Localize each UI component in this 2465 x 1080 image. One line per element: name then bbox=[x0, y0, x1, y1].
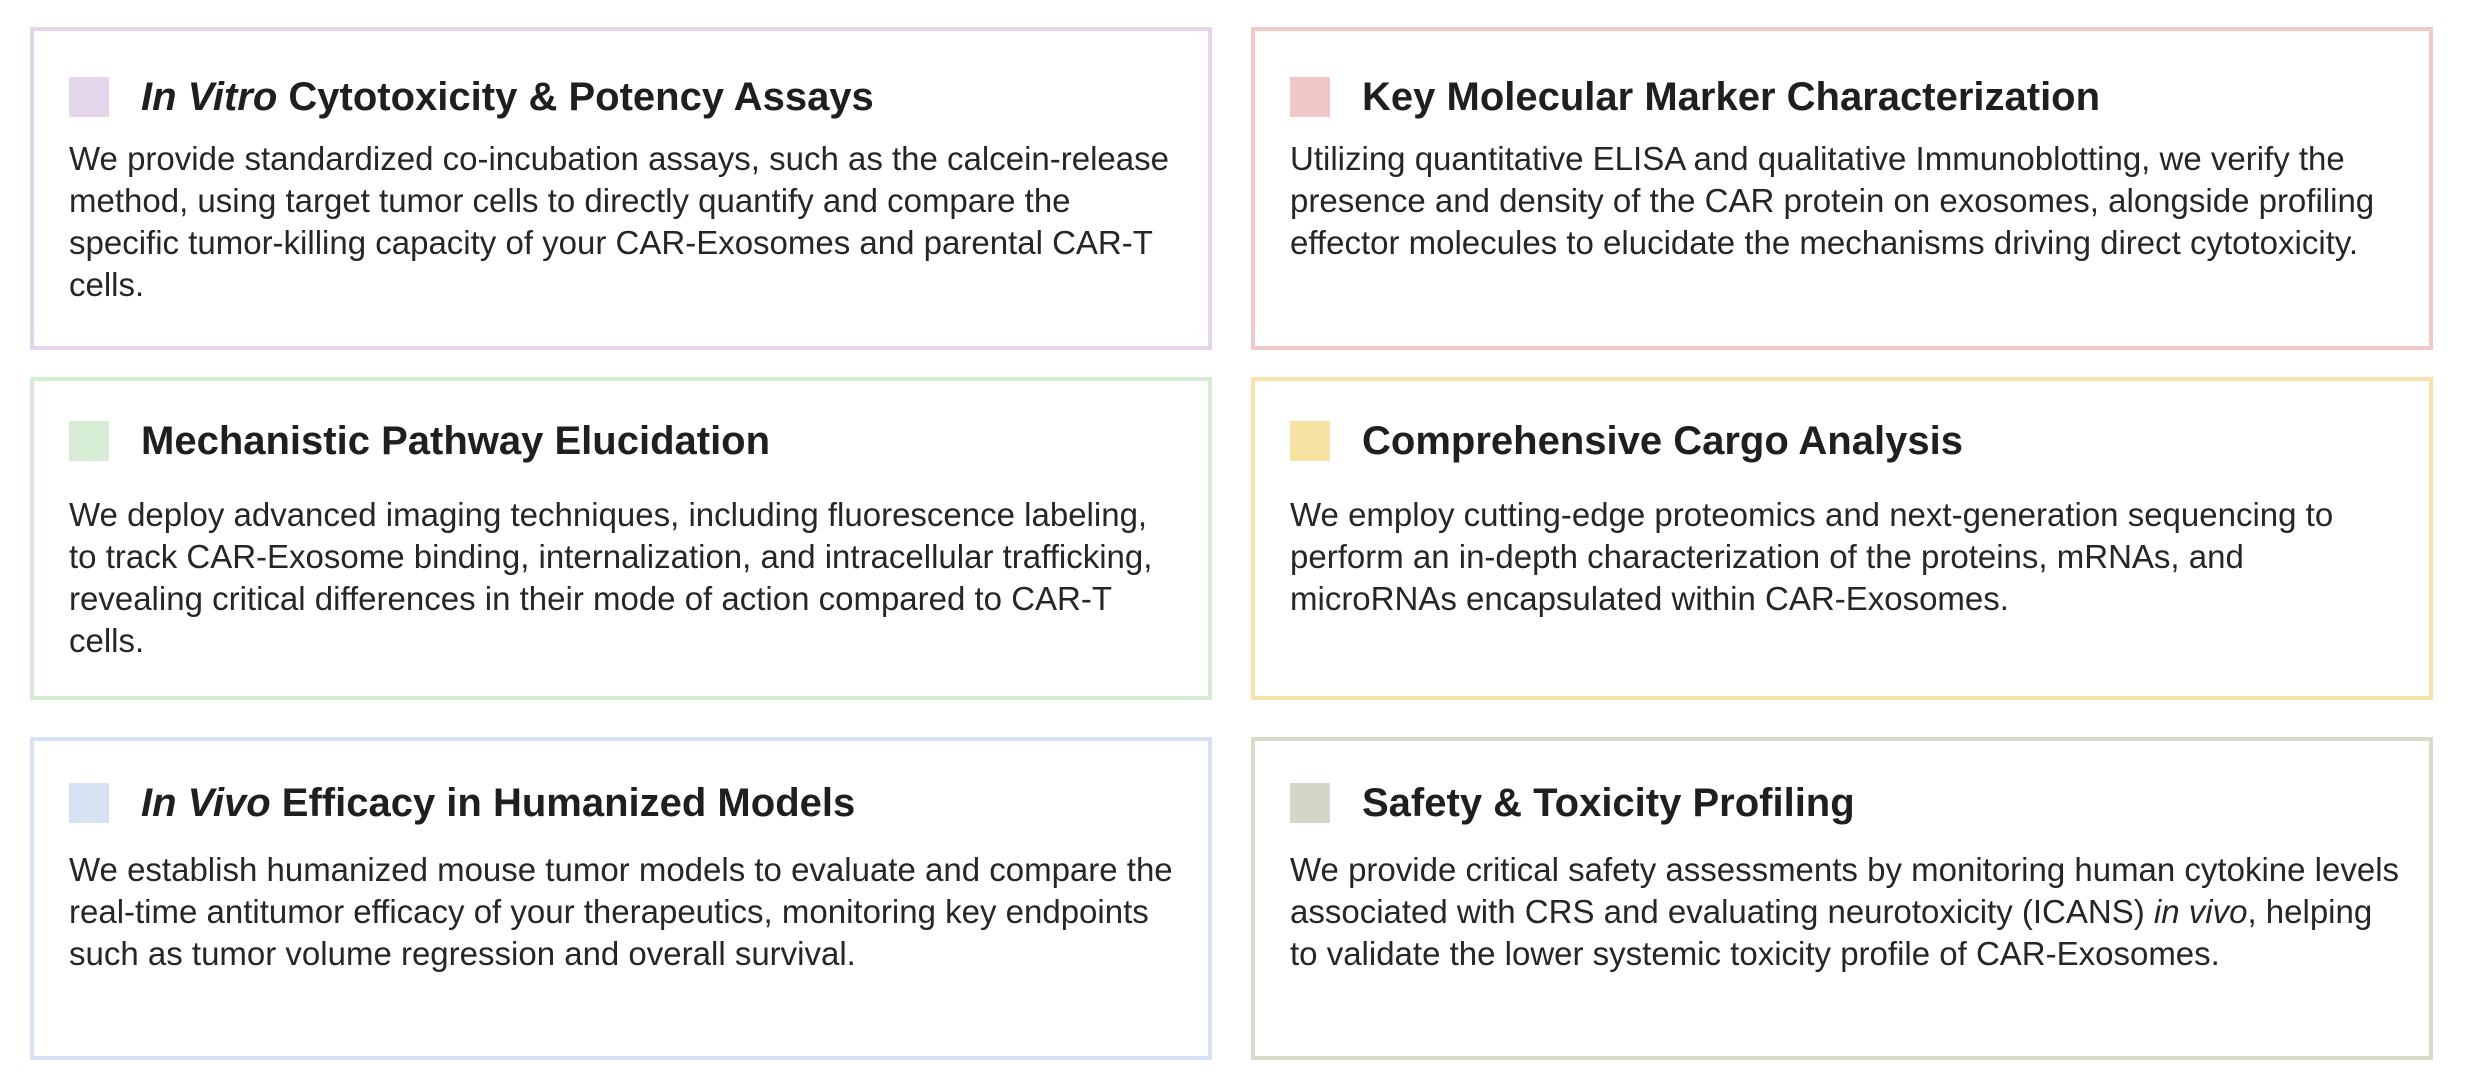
card-cargo-analysis bbox=[1251, 377, 2433, 700]
card-header bbox=[1290, 69, 2409, 125]
card-description: We provide standardized co-incubation assays, such as the calcein-release method, using target tumor cells to directly quantify and compare the specific tumor-killing capacity of your CAR-Exosomes and parental CAR-T cells. bbox=[69, 140, 1169, 303]
card-in-vitro-cytotoxicity bbox=[30, 27, 1212, 350]
card-description: We deploy advanced imaging techniques, including fluorescence labeling, to track CAR-Exosome binding, internalization, and intracellular trafficking, revealing critical differences in their mode of action compared to CAR-T cells. bbox=[69, 496, 1153, 659]
card-title: Mechanistic Pathway Elucidation bbox=[141, 419, 771, 463]
card-title: Safety & Toxicity Profiling bbox=[1362, 781, 1855, 825]
card-header bbox=[1290, 775, 2409, 831]
card-header bbox=[69, 69, 1188, 125]
card-in-vivo-efficacy bbox=[30, 737, 1212, 1060]
square-bullet-icon bbox=[69, 77, 109, 117]
card-title: In Vivo Efficacy in Humanized Models bbox=[141, 781, 856, 825]
card-title: Key Molecular Marker Characterization bbox=[1362, 75, 2101, 119]
square-bullet-icon bbox=[1290, 421, 1330, 461]
card-description: We provide critical safety assessments by monitoring human cytokine levels associated with CRS and evaluating neurotoxicity (ICANS) in vivo, helping to validate the lower systemic toxicity profile of CAR-Exosomes. bbox=[1290, 851, 2400, 972]
square-bullet-icon bbox=[69, 421, 109, 461]
square-bullet-icon bbox=[1290, 77, 1330, 117]
card-description: Utilizing quantitative ELISA and qualitative Immunoblotting, we verify the presence and density of the CAR protein on exosomes, alongside profiling effector molecules to elucidate the mechanisms driving direct cytotoxicity. bbox=[1290, 140, 2375, 261]
card-title: In Vitro Cytotoxicity & Potency Assays bbox=[141, 75, 874, 119]
card-description: We employ cutting-edge proteomics and next-generation sequencing to perform an in-depth characterization of the proteins, mRNAs, and microRNAs encapsulated within CAR-Exosomes. bbox=[1290, 496, 2334, 617]
card-header bbox=[69, 413, 1188, 469]
card-header bbox=[69, 775, 1188, 831]
card-title: Comprehensive Cargo Analysis bbox=[1362, 419, 1963, 463]
square-bullet-icon bbox=[1290, 783, 1330, 823]
card-mechanistic-pathway bbox=[30, 377, 1212, 700]
card-header bbox=[1290, 413, 2409, 469]
square-bullet-icon bbox=[69, 783, 109, 823]
card-description: We establish humanized mouse tumor models to evaluate and compare the real-time antitumor efficacy of your therapeutics, monitoring key endpoints such as tumor volume regression and overall survival. bbox=[69, 851, 1173, 972]
card-safety-toxicity bbox=[1251, 737, 2433, 1060]
card-key-molecular-marker bbox=[1251, 27, 2433, 350]
